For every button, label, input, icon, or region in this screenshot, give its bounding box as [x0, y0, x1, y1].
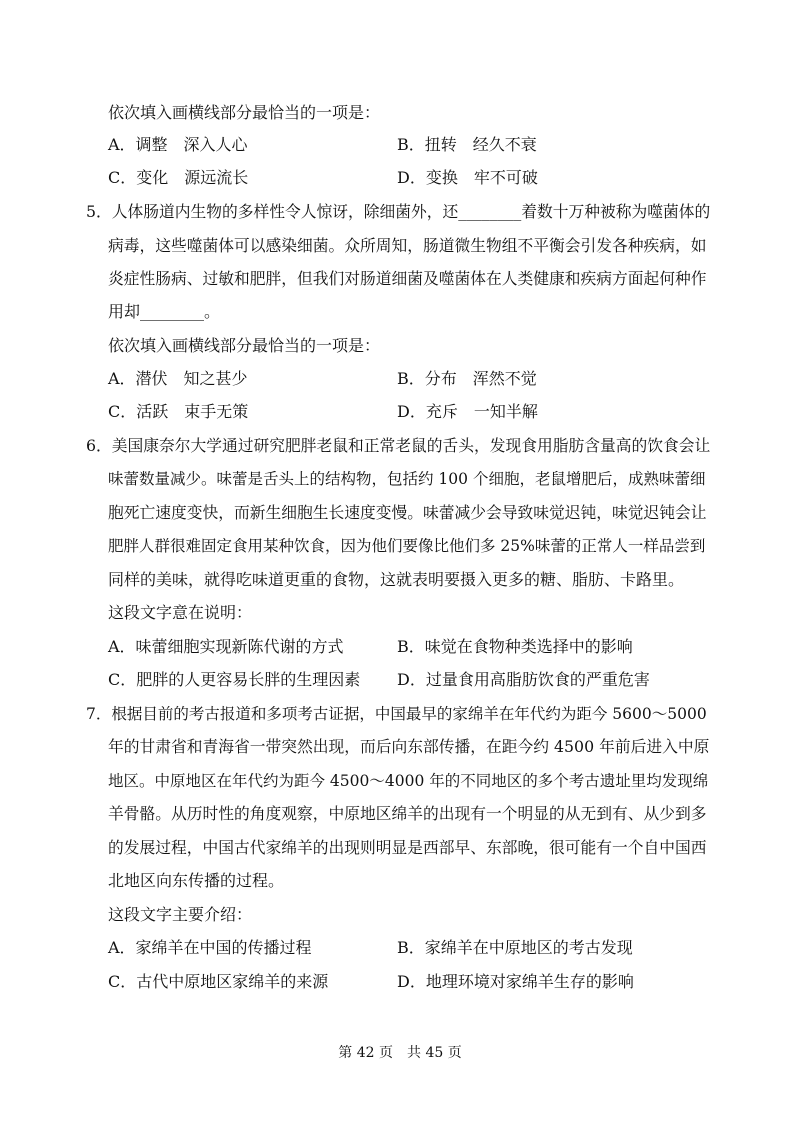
q7-line-3: 地区。中原地区在年代约为距今 4500～4000 年的不同地区的多个考古遗址里均发现绵 — [108, 772, 709, 790]
q6-option-d: D．过量食用高脂肪饮食的严重危害 — [397, 670, 650, 689]
q6-prompt: 这段文字意在说明： — [108, 603, 253, 622]
q6-line-1: 6．美国康奈尔大学通过研究肥胖老鼠和正常老鼠的舌头，发现食用脂肪含量高的饮食会让 — [86, 436, 711, 455]
q4-option-a: A．调整 深入人心 — [108, 135, 248, 154]
q6-option-a: A．味蕾细胞实现新陈代谢的方式 — [108, 637, 344, 656]
q7-line-2: 年的甘肃省和青海省一带突然出现，而后向东部传播，在距今约 4500 年前后进入中原 — [108, 737, 710, 756]
q5-line-1: 5．人体肠道内生物的多样性令人惊讶，除细菌外，还________着数十万种被称为噬菌体的 — [86, 202, 711, 221]
q6-option-b: B．味觉在食物种类选择中的影响 — [397, 637, 633, 656]
q5-option-b: B．分布 浑然不觉 — [397, 369, 537, 388]
q5-option-a: A．潜伏 知之甚少 — [108, 369, 248, 388]
q7-line-5: 的发展过程，中国古代家绵羊的出现则明显是西部早、东部晚，很可能有一个自中国西 — [108, 838, 707, 857]
q5-line-2: 病毒，这些噬菌体可以感染细菌。众所周知，肠道微生物组不平衡会引发各种疾病，如 — [108, 236, 707, 255]
q4-option-b: B．扭转 经久不衰 — [397, 135, 537, 154]
q5-prompt: 依次填入画横线部分最恰当的一项是： — [108, 336, 381, 355]
q6-line-4: 肥胖人群很难固定食用某种饮食，因为他们要像比他们多 25%味蕾的正常人一样品尝到 — [108, 537, 706, 555]
q4-prompt: 依次填入画横线部分最恰当的一项是： — [108, 103, 381, 122]
q5-option-d: D．充斥 一知半解 — [397, 402, 538, 421]
q5-line-3: 炎症性肠病、过敏和肥胖，但我们对肠道细菌及噬菌体在人类健康和疾病方面起何种作 — [108, 269, 707, 288]
q5-line-4: 用却________。 — [108, 302, 221, 321]
q6-option-c: C．肥胖的人更容易长胖的生理因素 — [108, 670, 361, 689]
q7-prompt: 这段文字主要介绍： — [108, 905, 253, 924]
q7-option-c: C．古代中原地区家绵羊的来源 — [108, 972, 329, 991]
q6-line-2: 味蕾数量减少。味蕾是舌头上的结构物，包括约 100 个细胞，老鼠增肥后，成熟味蕾细 — [108, 470, 706, 488]
q7-option-b: B．家绵羊在中原地区的考古发现 — [397, 938, 633, 957]
q6-line-5: 同样的美味，就得吃味道更重的食物，这就表明要摄入更多的糖、脂肪、卡路里。 — [108, 570, 685, 589]
q4-option-c: C．变化 源远流长 — [108, 168, 249, 187]
q7-line-4: 羊骨骼。从历时性的角度观察，中原地区绵羊的出现有一个明显的从无到有、从少到多 — [108, 804, 707, 823]
q6-line-3: 胞死亡速度变快，而新生细胞生长速度变慢。味蕾减少会导致味觉迟钝，味觉迟钝会让 — [108, 503, 707, 522]
q7-line-6: 北地区向东传播的过程。 — [108, 871, 285, 890]
q7-option-d: D．地理环境对家绵羊生存的影响 — [397, 972, 634, 991]
page-number: 第 42 页 共 45 页 — [338, 1045, 462, 1061]
q4-option-d: D．变换 牢不可破 — [397, 168, 538, 187]
q7-option-a: A．家绵羊在中国的传播过程 — [108, 938, 312, 957]
q7-line-1: 7．根据目前的考古报道和多项考古证据，中国最早的家绵羊在年代约为距今 5600～5000 — [86, 705, 707, 723]
q5-option-c: C．活跃 束手无策 — [108, 402, 249, 421]
